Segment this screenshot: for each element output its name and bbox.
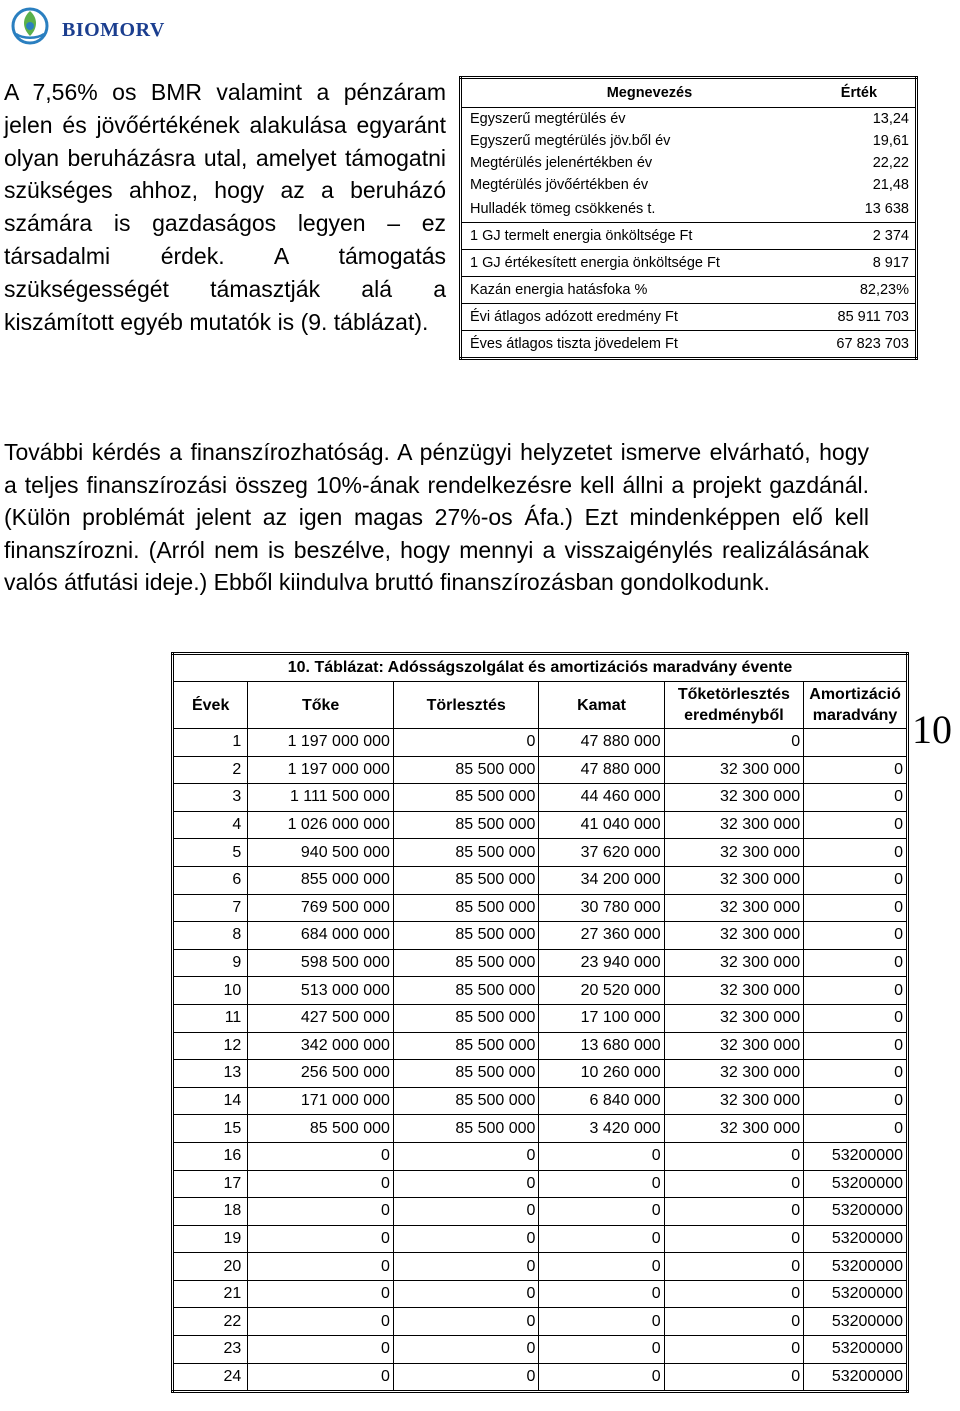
- table10-cell: 8: [173, 922, 248, 950]
- table10-cell: 0: [248, 1363, 394, 1391]
- table10-cell: 32 300 000: [664, 922, 803, 950]
- table10-cell: 0: [248, 1170, 394, 1198]
- table10-cell: 85 500 000: [393, 839, 539, 867]
- table10-cell: 85 500 000: [393, 1032, 539, 1060]
- table10-cell: 0: [393, 729, 539, 757]
- table10-cell: 1: [173, 729, 248, 757]
- table10-row: [173, 1087, 908, 1115]
- table10-header-cell: Amortizáció maradvány: [804, 682, 908, 729]
- table10-cell: 22: [173, 1308, 248, 1336]
- table9-cell-name: Kazán energia hatásfoka %: [461, 277, 803, 304]
- table10-cell: 24: [173, 1363, 248, 1391]
- table10-cell: 0: [539, 1363, 664, 1391]
- table10-cell: 0: [804, 1032, 908, 1060]
- table10-row: [173, 811, 908, 839]
- table10-cell: 0: [248, 1198, 394, 1226]
- table10-cell: 1 197 000 000: [248, 729, 394, 757]
- table9-cell-name: 1 GJ termelt energia önköltsége Ft: [461, 223, 803, 250]
- table10-row: [173, 1280, 908, 1308]
- table10-cell: 53200000: [804, 1336, 908, 1364]
- table10-cell: 53200000: [804, 1308, 908, 1336]
- table10-cell: 0: [393, 1170, 539, 1198]
- table10-cell: 27 360 000: [539, 922, 664, 950]
- table10-cell: 20: [173, 1253, 248, 1281]
- biomorv-logo: [8, 6, 178, 46]
- table10-title: 10. Táblázat: Adósságszolgálat és amortizációs maradvány évente: [173, 654, 908, 682]
- table10-cell: 3: [173, 784, 248, 812]
- table9-header-name: Megnevezés: [461, 78, 803, 108]
- table10-cell: 0: [393, 1198, 539, 1226]
- table10-cell: 0: [804, 756, 908, 784]
- table10-cell: 30 780 000: [539, 894, 664, 922]
- table10-row: [173, 1363, 908, 1391]
- table10-cell: 0: [804, 811, 908, 839]
- table10-cell: 12: [173, 1032, 248, 1060]
- table10-cell: 20 520 000: [539, 977, 664, 1005]
- table10-row: [173, 1170, 908, 1198]
- table10-row: [173, 1142, 908, 1170]
- table10-cell: 0: [393, 1336, 539, 1364]
- table10-cell: 44 460 000: [539, 784, 664, 812]
- table10-cell: 0: [539, 1253, 664, 1281]
- table10-cell: 47 880 000: [539, 756, 664, 784]
- table10-cell: 0: [664, 1253, 803, 1281]
- table10-cell: 53200000: [804, 1225, 908, 1253]
- table10-cell: 32 300 000: [664, 1060, 803, 1088]
- intro-paragraph: A 7,56% os BMR valamint a pénzáram jelen és jövőértékének alakulása egyaránt olyan beruházásra utal, amelyet támogatni szükséges ahhoz, hogy az a beruházó számára is gazdaságos legyen – ez társadalmi érdek. A támogatás szükségességét támasztják alá a kiszámított egyéb mutatók is (9. táblázat).: [4, 79, 446, 335]
- table10-cell: 0: [664, 729, 803, 757]
- table10-cell: 0: [393, 1308, 539, 1336]
- table9-cell-value: 67 823 703: [836, 336, 909, 352]
- table10-cell: 37 620 000: [539, 839, 664, 867]
- table10-cell: 0: [804, 1004, 908, 1032]
- table10-cell: 342 000 000: [248, 1032, 394, 1060]
- table10-cell: 0: [539, 1308, 664, 1336]
- table10-cell: 0: [804, 949, 908, 977]
- table10-row: [173, 949, 908, 977]
- table10-cell: 1 197 000 000: [248, 756, 394, 784]
- table9-header-value: Érték: [803, 78, 917, 108]
- table10-row: [173, 1060, 908, 1088]
- table10-cell: 1 026 000 000: [248, 811, 394, 839]
- table10-cell: 85 500 000: [393, 1087, 539, 1115]
- table10-row: [173, 839, 908, 867]
- table10-cell: 19: [173, 1225, 248, 1253]
- table9-cell-value: 13,24: [872, 111, 909, 127]
- table10-cell: 32 300 000: [664, 977, 803, 1005]
- table10-cell: 0: [664, 1336, 803, 1364]
- table10-cell: 0: [539, 1142, 664, 1170]
- table10-cell: 427 500 000: [248, 1004, 394, 1032]
- table10-cell: 0: [804, 1087, 908, 1115]
- table-10-debt-service: [171, 652, 909, 1393]
- table9-cell-value: 22,22: [872, 155, 909, 171]
- table10-row: [173, 1253, 908, 1281]
- table10-cell: 85 500 000: [393, 866, 539, 894]
- table10-header-cell: Tőke: [248, 682, 394, 729]
- table10-cell: 85 500 000: [393, 977, 539, 1005]
- table9-cell-name: Egyszerű megtérülés év: [470, 111, 626, 127]
- table10-cell: 0: [248, 1336, 394, 1364]
- table10-row: [173, 1115, 908, 1143]
- table9-cell-value: 82,23%: [803, 277, 917, 304]
- table10-cell: 53200000: [804, 1170, 908, 1198]
- table9-cell-value: 21,48: [872, 177, 909, 193]
- table9-cell-value: 13 638: [803, 196, 917, 223]
- table10-row: [173, 1198, 908, 1226]
- table9-cell-value: 85 911 703: [803, 304, 917, 331]
- table9-cell-name: Megtérülés jövőértékben év: [470, 177, 649, 193]
- table10-cell: 0: [664, 1280, 803, 1308]
- table10-cell: 32 300 000: [664, 839, 803, 867]
- table10-cell: 0: [393, 1280, 539, 1308]
- table10-cell: 85 500 000: [393, 784, 539, 812]
- table10-cell: 0: [393, 1225, 539, 1253]
- table10-header-cell: Törlesztés: [393, 682, 539, 729]
- table9-cell-value: 19,61: [872, 133, 909, 149]
- logo-text: BIOMORV: [62, 19, 165, 41]
- table10-cell: 0: [804, 784, 908, 812]
- table9-cell-value: 8 917: [803, 250, 917, 277]
- table10-cell: 21: [173, 1280, 248, 1308]
- table10-cell: 85 500 000: [393, 811, 539, 839]
- table10-cell: 0: [804, 839, 908, 867]
- table10-row: [173, 1225, 908, 1253]
- table10-cell: 4: [173, 811, 248, 839]
- table10-cell: [804, 729, 908, 757]
- table10-cell: 11: [173, 1004, 248, 1032]
- table10-cell: 85 500 000: [393, 756, 539, 784]
- table10-cell: 32 300 000: [664, 756, 803, 784]
- table10-cell: 171 000 000: [248, 1087, 394, 1115]
- table10-row: [173, 922, 908, 950]
- table10-cell: 32 300 000: [664, 784, 803, 812]
- table10-cell: 0: [248, 1308, 394, 1336]
- table10-row: [173, 894, 908, 922]
- table10-cell: 85 500 000: [393, 922, 539, 950]
- table9-row: [461, 130, 917, 152]
- table10-cell: 32 300 000: [664, 1032, 803, 1060]
- table10-row: [173, 784, 908, 812]
- table10-cell: 5: [173, 839, 248, 867]
- table10-cell: 0: [804, 1060, 908, 1088]
- table10-row: [173, 1336, 908, 1364]
- table10-cell: 0: [664, 1363, 803, 1391]
- table9-row: [461, 277, 917, 304]
- table10-cell: 0: [539, 1225, 664, 1253]
- table10-cell: 53200000: [804, 1253, 908, 1281]
- table10-cell: 0: [393, 1363, 539, 1391]
- table10-cell: 32 300 000: [664, 949, 803, 977]
- table10-cell: 9: [173, 949, 248, 977]
- table10-cell: 0: [539, 1280, 664, 1308]
- table9-row: [461, 174, 917, 196]
- table10-cell: 0: [248, 1280, 394, 1308]
- table9-row: [461, 108, 917, 131]
- table10-cell: 85 500 000: [393, 1115, 539, 1143]
- table10-cell: 0: [393, 1142, 539, 1170]
- table10-cell: 2: [173, 756, 248, 784]
- table9-cell-name: Egyszerű megtérülés jöv.ből év: [470, 133, 671, 149]
- table9-row: [461, 331, 917, 359]
- table10-cell: 14: [173, 1087, 248, 1115]
- table10-cell: 32 300 000: [664, 1087, 803, 1115]
- table10-cell: 1 111 500 000: [248, 784, 394, 812]
- table9-row: [461, 304, 917, 331]
- table10-cell: 0: [804, 977, 908, 1005]
- table10-cell: 15: [173, 1115, 248, 1143]
- table10-row: [173, 729, 908, 757]
- table9-row: [461, 250, 917, 277]
- financing-paragraph: További kérdés a finanszírozhatóság. A pénzügyi helyzetet ismerve elvárható, hogy a teljes finanszírozási összeg 10%-ának rendelkezésre kell állni a projekt gazdánál. (Külön problémát jelent az igen magas 27%-os Áfa.) Ezt mindenképpen elő kell finanszírozni. (Arról nem is beszélve, hogy mennyi a visszaigénylés realizálásának valós átfutási ideje.) Ebből kiindulva bruttó finanszírozásban gondolkodunk.: [4, 439, 869, 596]
- table10-cell: 47 880 000: [539, 729, 664, 757]
- table10-cell: 0: [539, 1198, 664, 1226]
- logo-emblem-icon: [8, 6, 58, 46]
- table10-cell: 53200000: [804, 1142, 908, 1170]
- table9-cell-name: Évi átlagos adózott eredmény Ft: [461, 304, 803, 331]
- table9-cell-value: 2 374: [803, 223, 917, 250]
- table10-cell: 0: [664, 1225, 803, 1253]
- table10-cell: 34 200 000: [539, 866, 664, 894]
- table10-row: [173, 756, 908, 784]
- table10-cell: 32 300 000: [664, 1115, 803, 1143]
- table10-header-cell: Kamat: [539, 682, 664, 729]
- table10-cell: 0: [664, 1308, 803, 1336]
- table10-cell: 940 500 000: [248, 839, 394, 867]
- table10-cell: 85 500 000: [393, 949, 539, 977]
- table10-cell: 598 500 000: [248, 949, 394, 977]
- page-number: 10: [912, 707, 952, 752]
- table10-cell: 0: [539, 1336, 664, 1364]
- table10-cell: 0: [804, 1115, 908, 1143]
- table10-cell: 0: [539, 1170, 664, 1198]
- table10-cell: 6: [173, 866, 248, 894]
- table10-cell: 23 940 000: [539, 949, 664, 977]
- table10-cell: 18: [173, 1198, 248, 1226]
- table10-cell: 0: [804, 866, 908, 894]
- table10-row: [173, 866, 908, 894]
- table10-cell: 17 100 000: [539, 1004, 664, 1032]
- table10-cell: 0: [248, 1253, 394, 1281]
- table9-row: [461, 152, 917, 174]
- table9-row: [461, 223, 917, 250]
- table9-cell-name: Megtérülés jelenértékben év: [470, 155, 653, 171]
- table-9-indicators: [459, 76, 918, 360]
- table10-cell: 0: [804, 922, 908, 950]
- table10-cell: 85 500 000: [393, 1060, 539, 1088]
- table10-cell: 53200000: [804, 1198, 908, 1226]
- table10-cell: 7: [173, 894, 248, 922]
- table10-cell: 513 000 000: [248, 977, 394, 1005]
- table10-row: [173, 1032, 908, 1060]
- table10-cell: 53200000: [804, 1280, 908, 1308]
- table10-cell: 6 840 000: [539, 1087, 664, 1115]
- table10-cell: 32 300 000: [664, 1004, 803, 1032]
- table10-cell: 85 500 000: [393, 1004, 539, 1032]
- table10-cell: 0: [804, 894, 908, 922]
- table9-row: [461, 196, 917, 223]
- table10-cell: 0: [393, 1253, 539, 1281]
- table10-cell: 0: [664, 1198, 803, 1226]
- table10-cell: 0: [248, 1142, 394, 1170]
- table10-row: [173, 1308, 908, 1336]
- table10-cell: 32 300 000: [664, 811, 803, 839]
- table10-cell: 13 680 000: [539, 1032, 664, 1060]
- table10-cell: 0: [248, 1225, 394, 1253]
- table10-cell: 0: [664, 1142, 803, 1170]
- table10-header-cell: Évek: [173, 682, 248, 729]
- table10-cell: 85 500 000: [248, 1115, 394, 1143]
- table10-cell: 769 500 000: [248, 894, 394, 922]
- table10-header-cell: Tőketörlesztés eredményből: [664, 682, 803, 729]
- table10-cell: 0: [664, 1170, 803, 1198]
- table10-cell: 684 000 000: [248, 922, 394, 950]
- table10-cell: 23: [173, 1336, 248, 1364]
- table10-cell: 10: [173, 977, 248, 1005]
- table10-cell: 85 500 000: [393, 894, 539, 922]
- table10-cell: 855 000 000: [248, 866, 394, 894]
- table10-cell: 13: [173, 1060, 248, 1088]
- table10-cell: 53200000: [804, 1363, 908, 1391]
- table10-cell: 16: [173, 1142, 248, 1170]
- table9-cell-name: Hulladék tömeg csökkenés t.: [461, 196, 803, 223]
- table9-cell-name: Éves átlagos tiszta jövedelem Ft: [470, 336, 678, 352]
- table10-cell: 3 420 000: [539, 1115, 664, 1143]
- table9-cell-name: 1 GJ értékesített energia önköltsége Ft: [461, 250, 803, 277]
- table10-cell: 256 500 000: [248, 1060, 394, 1088]
- table10-cell: 32 300 000: [664, 866, 803, 894]
- table10-cell: 41 040 000: [539, 811, 664, 839]
- table10-cell: 32 300 000: [664, 894, 803, 922]
- table10-cell: 17: [173, 1170, 248, 1198]
- table10-row: [173, 1004, 908, 1032]
- table10-row: [173, 977, 908, 1005]
- table10-cell: 10 260 000: [539, 1060, 664, 1088]
